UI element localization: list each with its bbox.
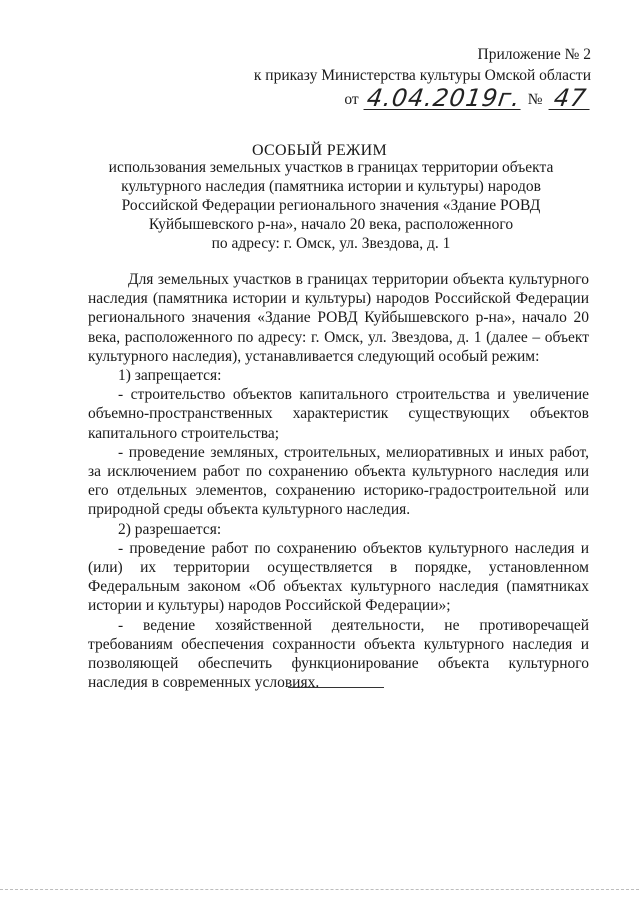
order-reference: к приказу Министерства культуры Омской области	[253, 67, 591, 84]
intro-paragraph: Для земельных участков в границах территории объекта культурного наследия (памятника истории и культуры) народов Российской Федерации регионального значения «Здание РОВД Куйбышевского р-на», начало 20 века, расположенного по адресу: г. Омск, ул. Звездова, д. 1 (далее – объект культурного наследия), устанавливается следующий особый режим:	[88, 271, 589, 365]
section-2-item: - ведение хозяйственной деятельности, не противоречащей требованиям обеспечения сохранности объекта культурного наследия и позволяющей обеспечить функционирование объекта культурного наследия в современных условиях.	[88, 616, 589, 692]
number-label: №	[527, 91, 543, 108]
section-2-heading: 2) разрешается:	[118, 520, 222, 538]
subtitle-line: Российской Федерации регионального значения «Здание РОВД	[121, 197, 541, 214]
section-1-heading: 1) запрещается:	[118, 367, 222, 385]
section-2-item: - проведение работ по сохранению объектов культурного наследия и (или) их территории осуществляется в порядке, установленном Федеральным законом «Об объектах культурного наследия (памятниках истории и культуры) народов Российской Федерации»;	[88, 539, 589, 615]
handwritten-number: 47	[549, 88, 593, 110]
date-prefix: от	[344, 91, 359, 108]
subtitle-line: культурного наследия (памятника истории и культуры) народов	[121, 178, 541, 195]
handwritten-date: 4.04.2019г.	[364, 84, 523, 112]
subtitle-line: использования земельных участков в границах территории объекта	[108, 159, 554, 176]
section-1-item: - строительство объектов капитального строительства и увеличение объемно-пространственных характеристик существующих объектов капитального строительства;	[88, 386, 589, 442]
section-1-item: - проведение земляных, строительных, мелиоративных и иных работ, за исключением работ по сохранению объекта культурного наследия или его отдельных элементов, сохранению историко-градостроительной или природной среды объекта культурного наследия.	[88, 443, 589, 519]
scan-edge-line	[0, 889, 639, 890]
order-date-line	[254, 86, 591, 112]
subtitle-line: Куйбышевского р-на», начало 20 века, расположенного	[148, 216, 514, 233]
document-subtitle	[96, 158, 566, 253]
appendix-number: Приложение № 2	[477, 46, 591, 63]
document-title: ОСОБЫЙ РЕЖИМ	[251, 142, 388, 159]
subtitle-line: по адресу: г. Омск, ул. Звездова, д. 1	[211, 235, 451, 252]
closing-divider	[288, 687, 384, 688]
document-body	[88, 270, 589, 692]
appendix-header	[254, 44, 591, 112]
